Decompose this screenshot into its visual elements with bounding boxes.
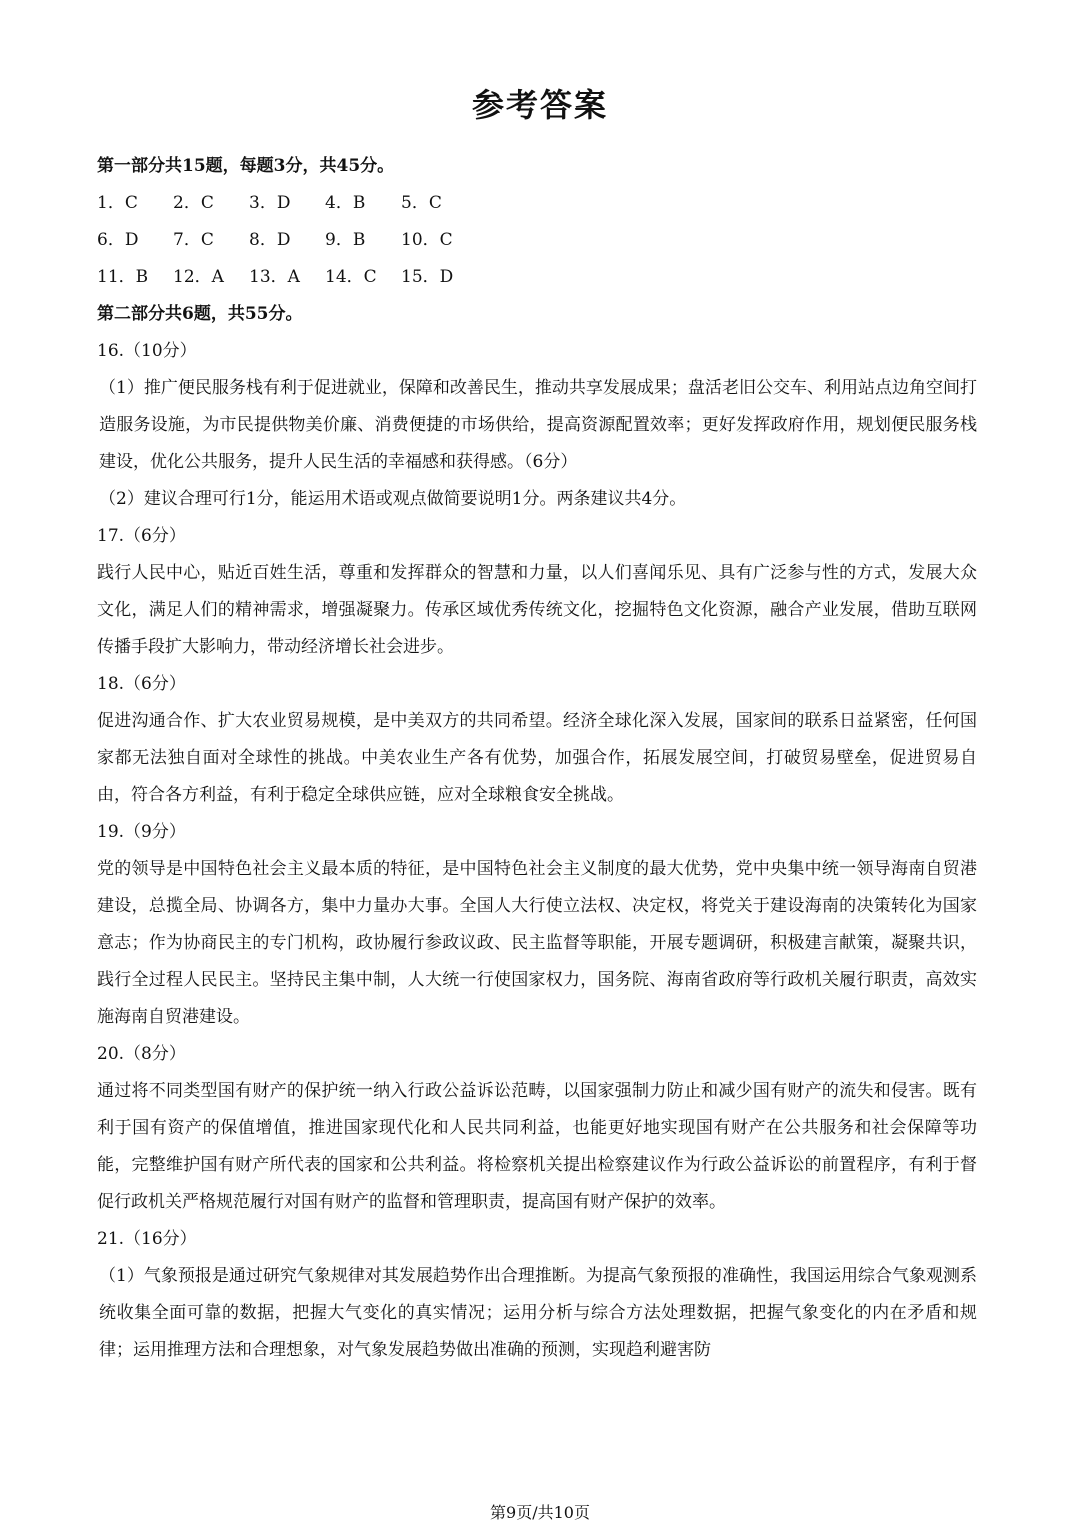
question-label: 19.（9分） [97, 822, 186, 842]
question-label: 16.（10分） [97, 341, 197, 361]
part1-heading: 第一部分共15题，每题3分，共45分。 [97, 156, 395, 176]
answer-item: 10．C [401, 230, 453, 250]
page-title: 参考答案 [471, 86, 608, 124]
answer-item: 8．D [249, 230, 291, 250]
question-label: 21.（16分） [97, 1229, 197, 1249]
answer-item: 13．A [249, 267, 300, 287]
answer-content [97, 148, 977, 1369]
answer-item: 9．B [325, 230, 366, 250]
answer-row [97, 185, 977, 222]
answer-item: 5．C [401, 193, 442, 213]
part2-heading: 第二部分共6题，共55分。 [97, 304, 303, 324]
question-label: 20.（8分） [97, 1044, 186, 1064]
answer-paragraph: 党的领导是中国特色社会主义最本质的特征，是中国特色社会主义制度的最大优势，党中央集中统一领导海南自贸港建设，总揽全局、协调各方，集中力量办大事。全国人大行使立法权、决定权，将党关于建设海南的决策转化为国家意志；作为协商民主的专门机构，政协履行参政议政、民主监督等职能，开展专题调研，积极建言献策，凝聚共识，践行全过程人民民主。坚持民主集中制，人大统一行使国家权力，国务院、海南省政府等行政机关履行职责，高效实施海南自贸港建设。 [97, 859, 977, 1027]
answer-item: 6．D [97, 230, 139, 250]
answer-item: 12．A [173, 267, 224, 287]
question-label: 17.（6分） [97, 526, 186, 546]
answer-paragraph: （1）气象预报是通过研究气象规律对其发展趋势作出合理推断。为提高气象预报的准确性，我国运用综合气象观测系统收集全面可靠的数据，把握大气变化的真实情况；运用分析与综合方法处理数据，把握气象变化的内在矛盾和规律；运用推理方法和合理想象，对气象发展趋势做出准确的预测，实现趋利避害防 [99, 1266, 977, 1360]
answer-item: 15．D [401, 267, 454, 287]
answer-item: 14．C [325, 267, 377, 287]
answer-item: 4．B [325, 193, 366, 213]
answer-item: 7．C [173, 230, 214, 250]
answer-paragraph: （1）推广便民服务栈有利于促进就业，保障和改善民生，推动共享发展成果；盘活老旧公交车、利用站点边角空间打造服务设施，为市民提供物美价廉、消费便捷的市场供给，提高资源配置效率；更好发挥政府作用，规划便民服务栈建设，优化公共服务，提升人民生活的幸福感和获得感。（6分） [99, 378, 977, 472]
answer-row [97, 259, 977, 296]
answer-paragraph: 践行人民中心，贴近百姓生活，尊重和发挥群众的智慧和力量，以人们喜闻乐见、具有广泛参与性的方式，发展大众文化，满足人们的精神需求，增强凝聚力。传承区域优秀传统文化，挖掘特色文化资源，融合产业发展，借助互联网传播手段扩大影响力，带动经济增长社会进步。 [97, 563, 977, 657]
answer-item: 1．C [97, 193, 138, 213]
answer-item: 11．B [97, 267, 149, 287]
question-label: 18.（6分） [97, 674, 186, 694]
page-footer: 第9页/共10页 [490, 1503, 590, 1522]
answer-paragraph: 通过将不同类型国有财产的保护统一纳入行政公益诉讼范畴，以国家强制力防止和减少国有财产的流失和侵害。既有利于国有资产的保值增值，推进国家现代化和人民共同利益，也能更好地实现国有财产在公共服务和社会保障等功能，完整维护国有财产所代表的国家和公共利益。将检察机关提出检察建议作为行政公益诉讼的前置程序，有利于督促行政机关严格规范履行对国有财产的监督和管理职责，提高国有财产保护的效率。 [97, 1081, 977, 1212]
answer-paragraph: （2）建议合理可行1分，能运用术语或观点做简要说明1分。两条建议共4分。 [99, 489, 687, 509]
answer-item: 3．D [249, 193, 291, 213]
answer-item: 2．C [173, 193, 214, 213]
answer-paragraph: 促进沟通合作、扩大农业贸易规模，是中美双方的共同希望。经济全球化深入发展，国家间的联系日益紧密，任何国家都无法独自面对全球性的挑战。中美农业生产各有优势，加强合作，拓展发展空间，打破贸易壁垒，促进贸易自由，符合各方利益，有利于稳定全球供应链，应对全球粮食安全挑战。 [97, 711, 977, 805]
answer-row [97, 222, 977, 259]
